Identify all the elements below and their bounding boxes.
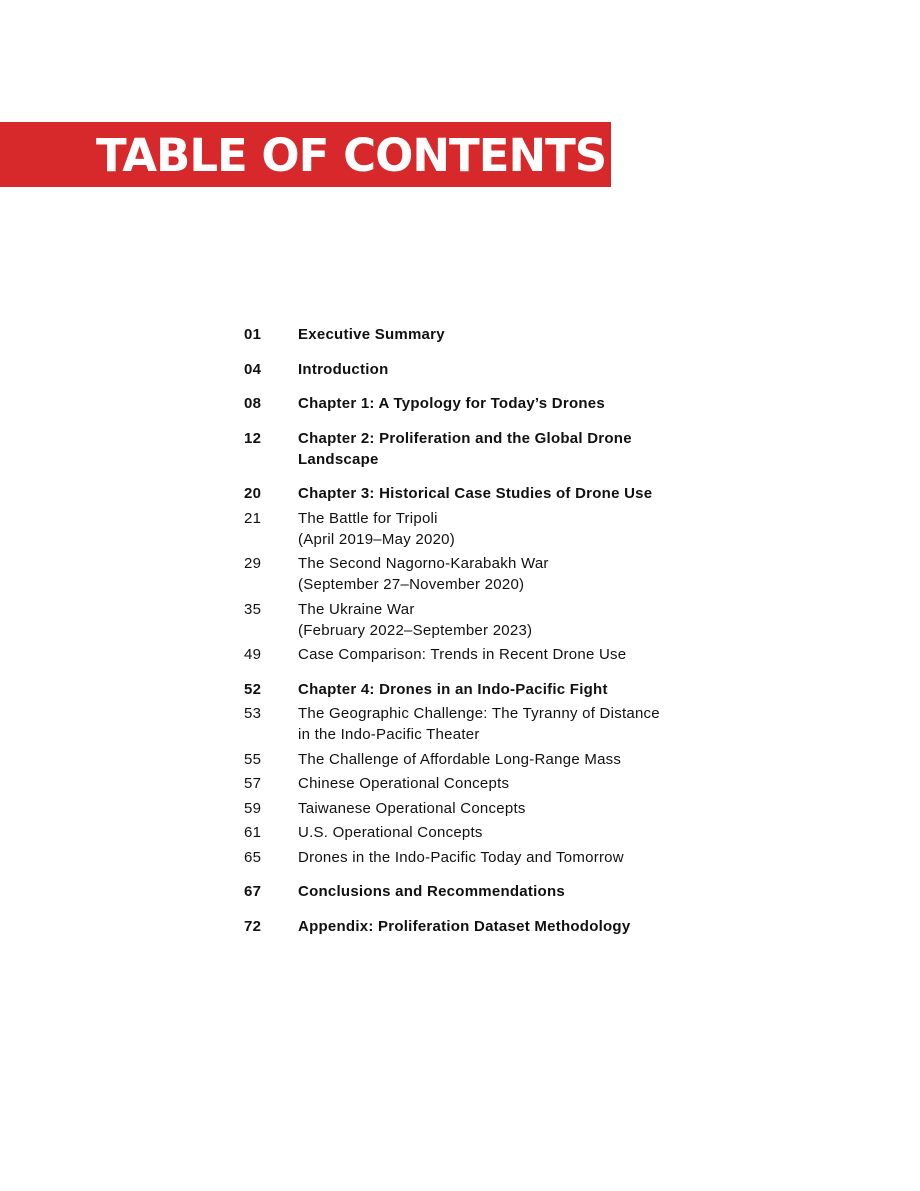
toc-entry-chapter-3[interactable] [244, 483, 714, 504]
toc-page-number: 67 [244, 883, 262, 900]
toc-entry-title: The Ukraine War (February 2022–September 2023) [298, 600, 533, 639]
toc-entry-title: Chapter 2: Proliferation and the Global Drone Landscape [298, 429, 632, 468]
toc-page-number: 12 [244, 429, 262, 447]
toc-entry-appendix[interactable] [244, 916, 714, 937]
toc-page-number: 49 [244, 646, 262, 663]
toc-entry-chapter-4[interactable] [244, 679, 714, 700]
toc-page-number: 55 [244, 750, 262, 768]
toc-entry-title: Case Comparison: Trends in Recent Drone Use [298, 646, 627, 663]
toc-entry-introduction[interactable] [244, 359, 714, 380]
toc-page-number: 20 [244, 485, 262, 502]
toc-entry-ukraine-war[interactable] [244, 599, 714, 641]
toc-page-number: 53 [244, 705, 262, 722]
toc-page-number: 21 [244, 509, 262, 527]
toc-entry-title: The Challenge of Affordable Long-Range Mass [298, 750, 622, 768]
toc-page-number: 52 [244, 680, 262, 698]
table-of-contents [244, 324, 714, 950]
toc-entry-case-comparison[interactable] [244, 644, 714, 665]
toc-entry-chapter-2[interactable] [244, 428, 714, 470]
toc-entry-battle-for-tripoli[interactable] [244, 508, 714, 550]
toc-entry-chapter-1[interactable] [244, 393, 714, 414]
toc-entry-executive-summary[interactable] [244, 324, 714, 345]
toc-page-number: 35 [244, 600, 262, 618]
toc-page-number: 29 [244, 555, 262, 572]
toc-entry-title: Introduction [298, 360, 389, 378]
toc-entry-title: Conclusions and Recommendations [298, 883, 565, 900]
toc-page-number: 57 [244, 775, 262, 792]
toc-entry-title: Chapter 1: A Typology for Today’s Drones [298, 395, 605, 412]
toc-entry-taiwanese-concepts[interactable] [244, 798, 714, 819]
toc-page-number: 72 [244, 917, 262, 935]
toc-entry-title: Chapter 3: Historical Case Studies of Drone Use [298, 485, 653, 502]
toc-entry-nagorno-karabakh-war[interactable] [244, 553, 714, 595]
toc-entry-title: Taiwanese Operational Concepts [298, 799, 526, 817]
toc-entry-long-range-mass[interactable] [244, 749, 714, 770]
toc-entry-conclusions[interactable] [244, 881, 714, 902]
toc-entry-title: The Geographic Challenge: The Tyranny of Distance in the Indo-Pacific Theater [298, 705, 660, 743]
toc-page-number: 61 [244, 824, 262, 841]
toc-entry-title: U.S. Operational Concepts [298, 824, 483, 841]
toc-page-number: 08 [244, 395, 262, 412]
toc-entry-title: Chapter 4: Drones in an Indo-Pacific Fight [298, 680, 608, 698]
toc-entry-title: The Battle for Tripoli (April 2019–May 2020) [298, 509, 456, 548]
toc-entry-us-concepts[interactable] [244, 822, 714, 843]
toc-page-number: 01 [244, 326, 262, 343]
toc-entry-title: Chinese Operational Concepts [298, 775, 510, 792]
toc-entry-geographic-challenge[interactable] [244, 703, 714, 745]
toc-entry-title: The Second Nagorno-Karabakh War (September 27–November 2020) [298, 555, 549, 593]
page-title: TABLE OF CONTENTS [96, 129, 607, 182]
title-banner [0, 122, 611, 187]
toc-entry-title: Executive Summary [298, 326, 445, 343]
toc-page-number: 59 [244, 799, 262, 817]
toc-page-number: 04 [244, 360, 262, 378]
toc-entry-title: Drones in the Indo-Pacific Today and Tomorrow [298, 848, 624, 866]
toc-entry-title: Appendix: Proliferation Dataset Methodology [298, 917, 631, 935]
toc-entry-chinese-concepts[interactable] [244, 773, 714, 794]
toc-page-number: 65 [244, 848, 262, 866]
toc-entry-indo-pacific-today[interactable] [244, 847, 714, 868]
